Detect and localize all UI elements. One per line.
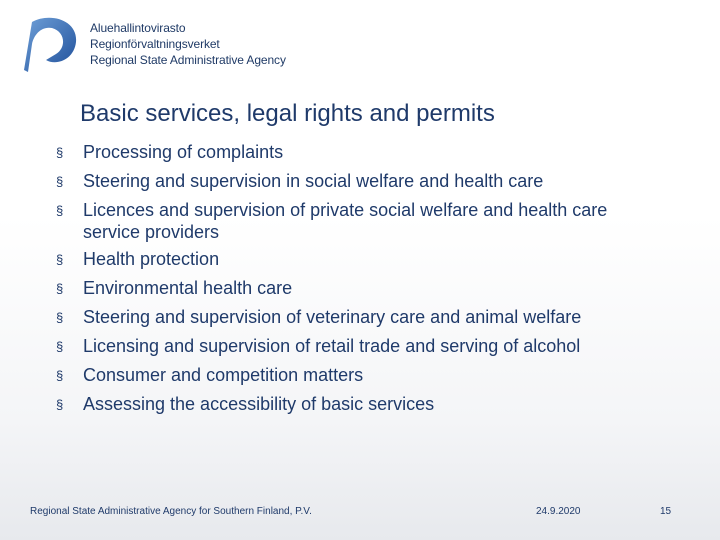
list-item-text: Licences and supervision of private social welfare and health care — [83, 200, 608, 220]
list-item-text: Environmental health care — [83, 278, 293, 298]
bullet-icon: § — [56, 310, 64, 325]
footer-date: 24.9.2020 — [536, 506, 581, 517]
bullet-list — [56, 138, 696, 419]
list-item — [56, 138, 696, 167]
logo-line-english: Regional State Administrative Agency — [90, 53, 286, 67]
list-item-text: Assessing the accessibility of basic services — [83, 394, 435, 414]
list-item-text: Steering and supervision of veterinary care and animal welfare — [83, 307, 582, 327]
slide-title: Basic services, legal rights and permits — [80, 100, 495, 127]
bullet-icon: § — [56, 174, 64, 189]
list-item-text: Consumer and competition matters — [83, 365, 364, 385]
list-item — [56, 303, 696, 332]
agency-logo-text — [90, 20, 286, 68]
page-number: 15 — [660, 506, 672, 517]
list-item — [56, 245, 696, 274]
list-item — [56, 390, 696, 419]
agency-logo-icon — [22, 14, 80, 76]
list-item — [56, 274, 696, 303]
list-item-text: Processing of complaints — [83, 142, 284, 162]
list-item-text: Health protection — [83, 249, 220, 269]
logo-line-finnish: Aluehallintovirasto — [90, 21, 186, 35]
list-item — [56, 196, 696, 243]
list-item — [56, 332, 696, 361]
bullet-icon: § — [56, 145, 64, 160]
bullet-icon: § — [56, 339, 64, 354]
bullet-icon: § — [56, 203, 64, 218]
list-item — [56, 167, 696, 196]
list-item-text: Licensing and supervision of retail trade and serving of alcohol — [83, 336, 581, 356]
bullet-icon: § — [56, 368, 64, 383]
logo-line-swedish: Regionförvaltningsverket — [90, 37, 220, 51]
bullet-icon: § — [56, 281, 64, 296]
footer-organization: Regional State Administrative Agency for Southern Finland, P.V. — [30, 506, 312, 517]
bullet-icon: § — [56, 397, 64, 412]
bullet-icon: § — [56, 252, 64, 267]
list-item-text-continuation: service providers — [83, 222, 220, 242]
list-item — [56, 361, 696, 390]
list-item-text: Steering and supervision in social welfare and health care — [83, 171, 544, 191]
